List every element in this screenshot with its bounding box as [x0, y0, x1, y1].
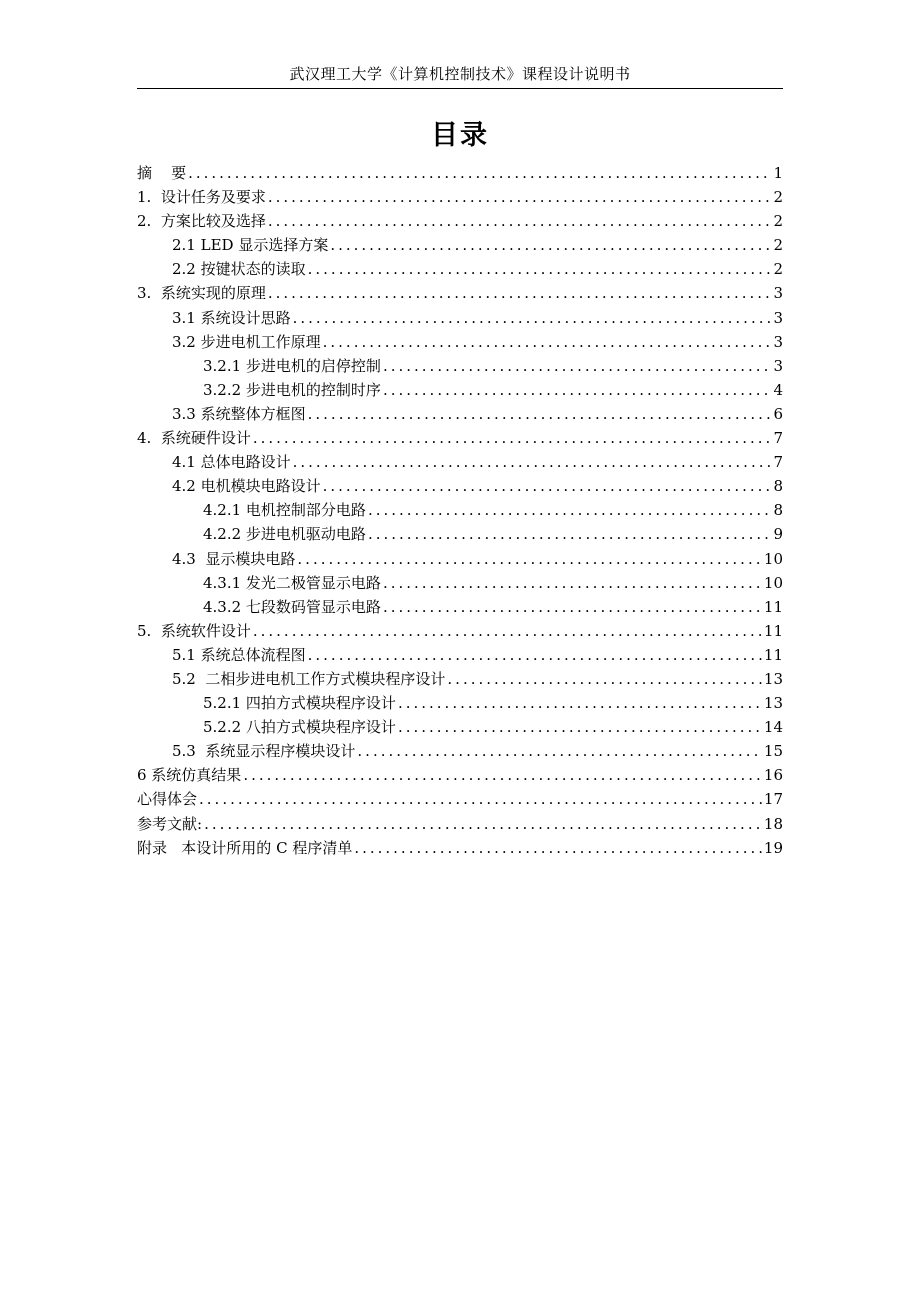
- toc-entry-label: 4. 系统硬件设计: [137, 429, 251, 448]
- toc-page-number: 10: [763, 573, 783, 592]
- toc-page-number: 3: [773, 284, 783, 303]
- toc-entry-label: 摘 要: [137, 164, 187, 182]
- toc-page-number: 7: [773, 429, 783, 448]
- toc-entry-label: 3.2 步进电机工作原理: [172, 332, 321, 351]
- toc-dot-leader: [383, 378, 772, 402]
- toc-entry-label: 3. 系统实现的原理: [137, 284, 266, 303]
- toc-dot-leader: [383, 595, 762, 619]
- toc-entry-2[interactable]: [137, 209, 783, 233]
- toc-entry-4-2-1[interactable]: [137, 498, 783, 522]
- toc-dot-leader: [383, 354, 772, 378]
- toc-page-number: 11: [763, 597, 783, 616]
- toc-dot-leader: [308, 402, 772, 426]
- toc-entry-label: 3.2.1 步进电机的启停控制: [203, 356, 381, 375]
- toc-dot-leader: [368, 498, 772, 522]
- toc-entry-2-2[interactable]: [137, 257, 783, 281]
- toc-entry-label: 3.1 系统设计思路: [172, 308, 291, 327]
- toc-page-number: 16: [763, 766, 783, 785]
- toc-entry-label: 心得体会: [137, 790, 198, 809]
- toc-page-number: 19: [763, 838, 783, 857]
- toc-dot-leader: [268, 209, 772, 233]
- toc-dot-leader: [199, 787, 762, 811]
- toc-entry-label: 2.2 按键状态的读取: [172, 260, 306, 279]
- toc-page-number: 11: [763, 621, 783, 640]
- toc-page-number: 9: [773, 525, 783, 544]
- toc-dot-leader: [368, 522, 772, 546]
- toc-page-number: 3: [773, 308, 783, 327]
- toc-dot-leader: [188, 161, 771, 185]
- toc-page-number: 2: [773, 188, 783, 207]
- toc-page-number: 13: [763, 694, 783, 713]
- toc-page-number: 1: [773, 164, 783, 182]
- toc-entry-abstract[interactable]: [137, 161, 783, 185]
- toc-entry-experience[interactable]: [137, 787, 783, 811]
- toc-page-number: 3: [773, 356, 783, 375]
- toc-dot-leader: [243, 763, 762, 787]
- toc-page-number: 2: [773, 212, 783, 231]
- toc-dot-leader: [383, 571, 762, 595]
- toc-entry-label: 5.2.1 四拍方式模块程序设计: [203, 694, 396, 713]
- toc-page-number: 13: [763, 669, 783, 688]
- toc-dot-leader: [268, 281, 772, 305]
- toc-page-number: 17: [763, 790, 783, 809]
- toc-entry-label: 5.2 二相步进电机工作方式模块程序设计: [172, 669, 446, 688]
- toc-entry-4[interactable]: [137, 426, 783, 450]
- toc-entry-1[interactable]: [137, 185, 783, 209]
- toc-entry-label: 4.3.1 发光二极管显示电路: [203, 573, 381, 592]
- toc-dot-leader: [323, 330, 772, 354]
- toc-entry-label: 4.2 电机模块电路设计: [172, 477, 321, 496]
- toc-dot-leader: [253, 619, 762, 643]
- toc-page-number: 2: [773, 260, 783, 279]
- toc-page-number: 8: [773, 477, 783, 496]
- toc-entry-4-2[interactable]: [137, 474, 783, 498]
- toc-entry-label: 4.1 总体电路设计: [172, 453, 291, 472]
- toc-page-number: 8: [773, 501, 783, 520]
- toc-page-number: 11: [763, 645, 783, 664]
- toc-page-number: 10: [763, 549, 783, 568]
- toc-dot-leader: [308, 257, 772, 281]
- toc-page-number: 6: [773, 404, 783, 423]
- toc-entry-label: 5.2.2 八拍方式模块程序设计: [203, 718, 396, 737]
- toc-entry-5-3[interactable]: [137, 739, 783, 763]
- toc-entry-5-2[interactable]: [137, 667, 783, 691]
- toc-entry-4-3[interactable]: [137, 547, 783, 571]
- toc-entry-5-1[interactable]: [137, 643, 783, 667]
- toc-entry-4-3-1[interactable]: [137, 571, 783, 595]
- toc-entry-label: 5.3 系统显示程序模块设计: [172, 742, 356, 761]
- toc-entry-label: 4.2.2 步进电机驱动电路: [203, 525, 366, 544]
- toc-list: [137, 161, 783, 860]
- header-rule: [137, 88, 783, 89]
- toc-entry-3-2-2[interactable]: [137, 378, 783, 402]
- toc-dot-leader: [204, 812, 762, 836]
- toc-dot-leader: [253, 426, 772, 450]
- toc-title: 目录: [431, 120, 489, 151]
- toc-entry-label: 5. 系统软件设计: [137, 621, 251, 640]
- toc-entry-2-1[interactable]: [137, 233, 783, 257]
- toc-dot-leader: [323, 474, 772, 498]
- toc-entry-3-3[interactable]: [137, 402, 783, 426]
- toc-entry-5-2-2[interactable]: [137, 715, 783, 739]
- toc-entry-label: 3.3 系统整体方框图: [172, 404, 306, 423]
- toc-entry-references[interactable]: [137, 812, 783, 836]
- toc-dot-leader: [293, 450, 772, 474]
- toc-entry-5-2-1[interactable]: [137, 691, 783, 715]
- toc-page-number: 3: [773, 332, 783, 351]
- toc-dot-leader: [330, 233, 771, 257]
- toc-dot-leader: [293, 306, 772, 330]
- toc-page-number: 14: [763, 718, 783, 737]
- toc-entry-label: 2. 方案比较及选择: [137, 212, 266, 231]
- toc-entry-5[interactable]: [137, 619, 783, 643]
- toc-dot-leader: [354, 836, 762, 860]
- toc-entry-label: 5.1 系统总体流程图: [172, 645, 306, 664]
- toc-entry-label: 4.3.2 七段数码管显示电路: [203, 597, 381, 616]
- toc-entry-4-3-2[interactable]: [137, 595, 783, 619]
- toc-dot-leader: [398, 691, 762, 715]
- toc-dot-leader: [308, 643, 762, 667]
- toc-entry-4-1[interactable]: [137, 450, 783, 474]
- toc-entry-label: 参考文献:: [137, 814, 203, 833]
- toc-entry-label: 4.3 显示模块电路: [172, 549, 296, 568]
- toc-dot-leader: [357, 739, 762, 763]
- toc-entry-label: 2.1 LED 显示选择方案: [172, 236, 329, 255]
- toc-entry-6[interactable]: [137, 763, 783, 787]
- toc-entry-label: 3.2.2 步进电机的控制时序: [203, 380, 381, 399]
- toc-dot-leader: [398, 715, 762, 739]
- toc-dot-leader: [447, 667, 762, 691]
- toc-entry-label: 6 系统仿真结果: [137, 766, 242, 785]
- toc-page-number: 4: [773, 380, 783, 399]
- toc-entry-label: 附录 本设计所用的 C 程序清单: [137, 838, 353, 857]
- toc-entry-appendix[interactable]: [137, 836, 783, 860]
- toc-page-number: 18: [763, 814, 783, 833]
- toc-entry-label: 1. 设计任务及要求: [137, 188, 266, 207]
- toc-dot-leader: [297, 547, 762, 571]
- toc-dot-leader: [268, 185, 772, 209]
- toc-entry-3[interactable]: [137, 281, 783, 305]
- toc-page-number: 2: [773, 236, 783, 255]
- toc-entry-3-2[interactable]: [137, 330, 783, 354]
- page-header: 武汉理工大学《计算机控制技术》课程设计说明书: [289, 65, 631, 83]
- toc-entry-3-1[interactable]: [137, 306, 783, 330]
- toc-entry-4-2-2[interactable]: [137, 522, 783, 546]
- toc-page-number: 15: [763, 742, 783, 761]
- toc-entry-3-2-1[interactable]: [137, 354, 783, 378]
- toc-entry-label: 4.2.1 电机控制部分电路: [203, 501, 366, 520]
- toc-page-number: 7: [773, 453, 783, 472]
